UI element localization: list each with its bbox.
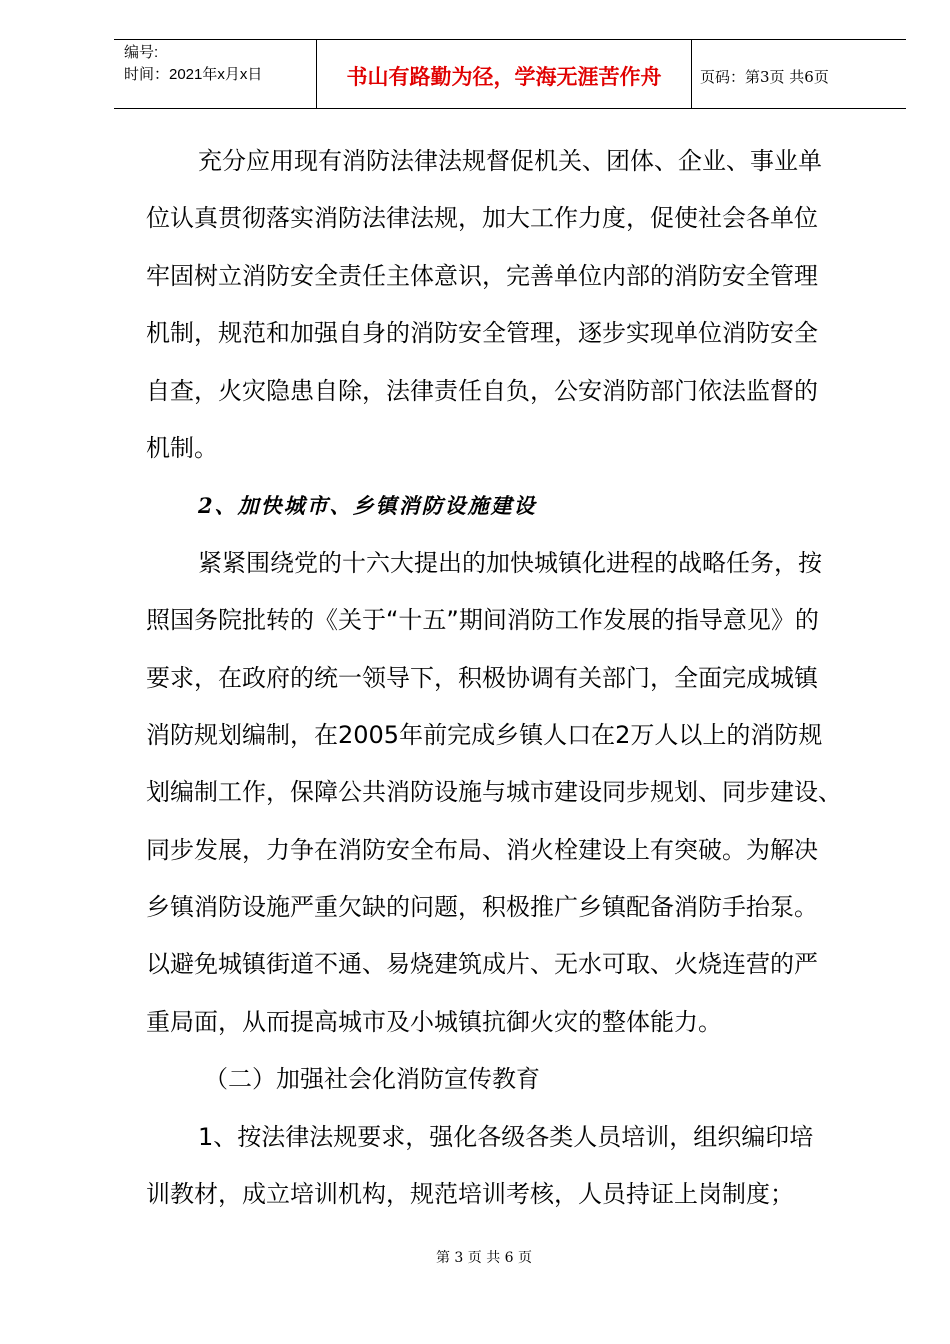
header-page-info: 页码：第3页 共6页 bbox=[700, 67, 829, 86]
page-footer: 第 3 页 共 6 页 bbox=[435, 1250, 533, 1266]
paragraph-line: 充分应用现有消防法律法规督促机关、团体、企业、事业单 bbox=[198, 147, 822, 175]
section-heading: 2、加快城市、乡镇消防设施建设 bbox=[198, 493, 537, 519]
paragraph-line: 机制。 bbox=[146, 433, 218, 462]
paragraph-line: 紧紧围绕党的十六大提出的加快城镇化进程的战略任务，按 bbox=[198, 548, 822, 577]
paragraph-line: 牢固树立消防安全责任主体意识，完善单位内部的消防安全管理 bbox=[146, 261, 818, 290]
paragraph-line: 位认真贯彻落实消防法律法规，加大工作力度，促使社会各单位 bbox=[146, 204, 818, 233]
document-time-label: 时间：2021年x月x日 bbox=[124, 66, 263, 83]
page-header bbox=[114, 39, 906, 109]
paragraph-line: 要求，在政府的统一领导下，积极协调有关部门，全面完成城镇 bbox=[146, 663, 818, 692]
paragraph-line: 机制，规范和加强自身的消防安全管理，逐步实现单位消防安全 bbox=[146, 319, 818, 348]
header-meta bbox=[114, 40, 316, 108]
document-body bbox=[146, 133, 868, 1223]
paragraph-line: 自查，火灾隐患自除，法律责任自负，公安消防部门依法监督的 bbox=[146, 376, 818, 405]
paragraph-line: 训教材，成立培训机构，规范培训考核，人员持证上岗制度； bbox=[146, 1180, 794, 1209]
section-heading: （二）加强社会化消防宣传教育 bbox=[204, 1065, 540, 1094]
paragraph-line: 同步发展，力争在消防安全布局、消火栓建设上有突破。为解决 bbox=[146, 835, 818, 864]
paragraph-line: 1、按法律法规要求，强化各级各类人员培训，组织编印培 bbox=[198, 1122, 814, 1151]
paragraph-line: 消防规划编制，在2005年前完成乡镇人口在2万人以上的消防规 bbox=[146, 720, 823, 749]
paragraph-line: 乡镇消防设施严重欠缺的问题，积极推广乡镇配备消防手抬泵。 bbox=[146, 893, 818, 922]
paragraph-line: 划编制工作，保障公共消防设施与城市建设同步规划、同步建设、 bbox=[146, 778, 842, 807]
paragraph-line: 照国务院批转的《关于“十五”期间消防工作发展的指导意见》的 bbox=[146, 606, 819, 635]
document-number-label: 编号: bbox=[124, 44, 159, 61]
header-motto: 书山有路勤为径，学海无涯苦作舟 bbox=[316, 40, 692, 108]
paragraph-line: 重局面，从而提高城市及小城镇抗御火灾的整体能力。 bbox=[146, 1007, 722, 1036]
paragraph-line: 以避免城镇街道不通、易烧建筑成片、无水可取、火烧连营的严 bbox=[146, 950, 818, 979]
